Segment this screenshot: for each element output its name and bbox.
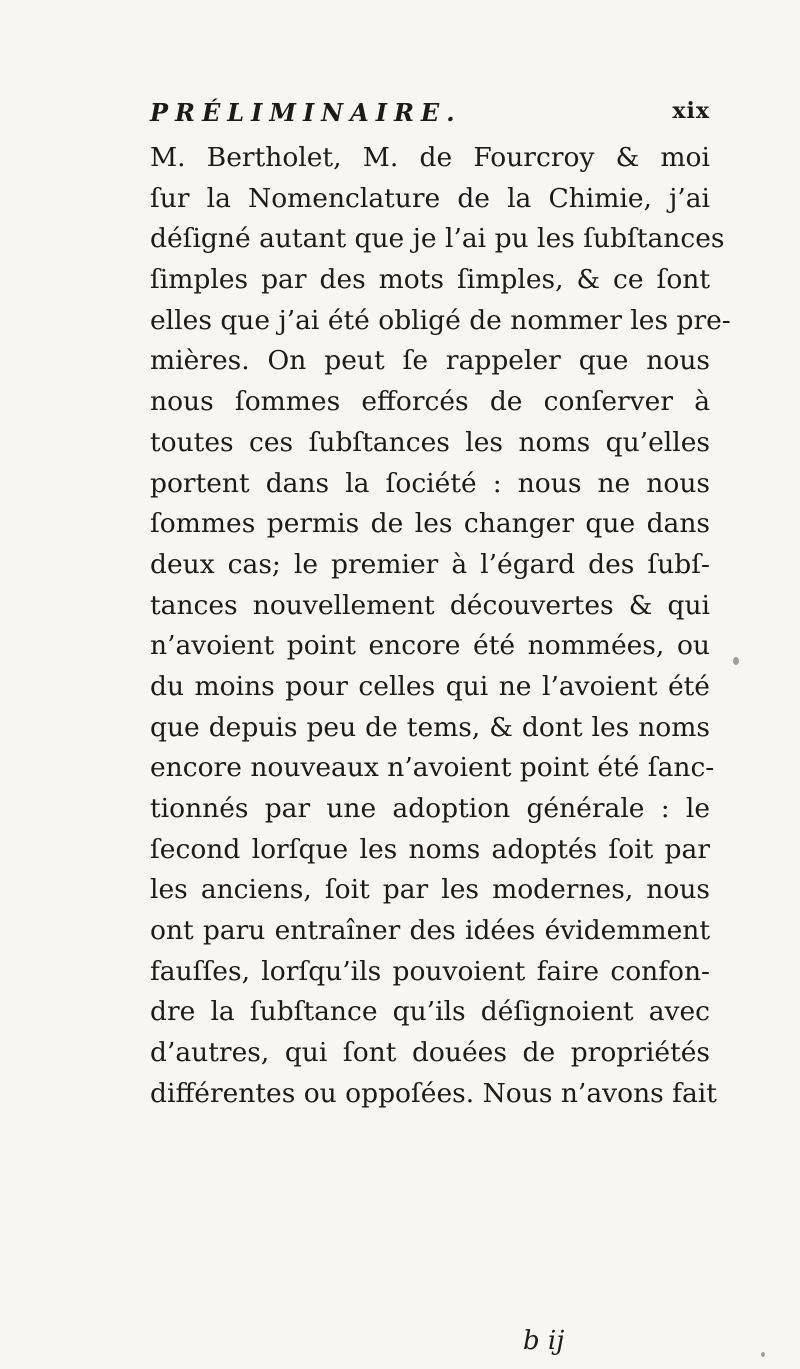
text-line: les anciens, ſoit par les modernes, nous bbox=[150, 874, 710, 906]
text-line: n’avoient point encore été nommées, ou bbox=[150, 630, 710, 662]
running-head bbox=[150, 94, 710, 130]
text-line: déſigné autant que je l’ai pu les ſubſtances bbox=[150, 223, 725, 255]
ink-speck bbox=[733, 657, 739, 665]
signature-mark: b ij bbox=[523, 1326, 565, 1356]
text-line: toutes ces ſubſtances les noms qu’elles bbox=[150, 426, 710, 458]
text-line: ſimples par des mots ſimples, & ce ſont bbox=[150, 264, 710, 296]
text-line: encore nouveaux n’avoient point été ſanc- bbox=[150, 752, 715, 784]
text-line: nous ſommes efforcés de conſerver à bbox=[150, 386, 710, 418]
page-number: xix bbox=[672, 98, 710, 124]
text-line: deux cas; le premier à l’égard des ſubſ- bbox=[150, 548, 710, 580]
ink-speck bbox=[761, 1352, 765, 1357]
text-line: mières. On peut ſe rappeler que nous bbox=[150, 345, 710, 377]
text-line: fauſſes, lorſqu’ils pouvoient faire confon- bbox=[150, 955, 710, 987]
text-line: différentes ou oppoſées. Nous n’avons fait bbox=[150, 1077, 717, 1109]
text-line: ſommes permis de les changer que dans bbox=[150, 508, 710, 540]
text-line: que depuis peu de tems, & dont les noms bbox=[150, 711, 710, 743]
text-line: ont paru entraîner des idées évidemment bbox=[150, 915, 710, 947]
text-line: ſur la Nomenclature de la Chimie, j’ai bbox=[150, 182, 710, 214]
running-head-title: PRÉLIMINAIRE. bbox=[150, 98, 462, 127]
text-line: portent dans la ſociété : nous ne nous bbox=[150, 467, 710, 499]
body-text bbox=[150, 138, 731, 1115]
text-line: tionnés par une adoption générale : le bbox=[150, 793, 710, 824]
text-line: d’autres, qui ſont douées de propriétés bbox=[150, 1037, 710, 1069]
text-line: du moins pour celles qui ne l’avoient été bbox=[150, 670, 710, 702]
text-line: ſecond lorſque les noms adoptés ſoit par bbox=[150, 833, 710, 865]
text-line: tances nouvellement découvertes & qui bbox=[150, 589, 710, 621]
text-line: dre la ſubſtance qu’ils déſignoient avec bbox=[150, 996, 710, 1028]
text-line: elles que j’ai été obligé de nommer les pre- bbox=[150, 304, 731, 336]
text-line: M. Bertholet, M. de Fourcroy & moi bbox=[150, 142, 710, 173]
